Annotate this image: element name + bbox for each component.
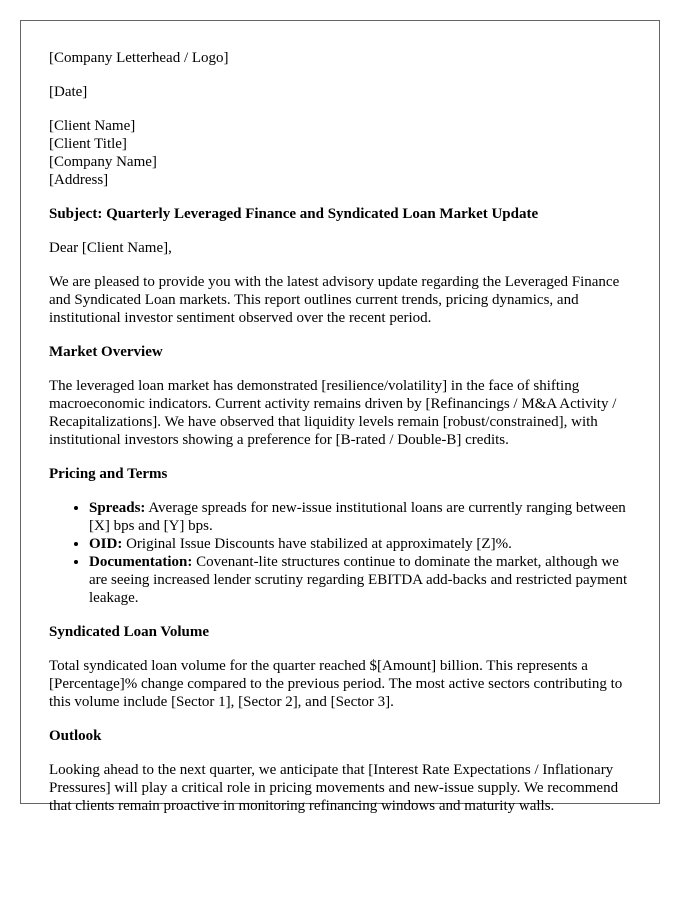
salutation: Dear [Client Name], — [49, 240, 172, 256]
recipient-title: [Client Title] — [49, 136, 127, 152]
recipient-block — [49, 117, 639, 189]
pricing-term: OID: — [89, 536, 123, 552]
letter-date: [Date] — [49, 84, 88, 100]
letter-content — [49, 49, 639, 831]
recipient-name: [Client Name] — [49, 118, 136, 134]
outlook-paragraph: Looking ahead to the next quarter, we anticipate that [Interest Rate Expectations / Inflationary Pressures] will play a critical role in pricing movements and new-issue supply. We recommend that clients remain proactive in monitoring refinancing windows and maturity walls. — [49, 762, 619, 814]
pricing-text: Average spreads for new-issue institutional loans are currently ranging between [X] bps and [Y] bps. — [89, 500, 626, 534]
intro-paragraph: We are pleased to provide you with the latest advisory update regarding the Leveraged Finance and Syndicated Loan markets. This report outlines current trends, pricing dynamics, and institutional investor sentiment observed over the recent period. — [49, 274, 620, 326]
pricing-item-spreads — [89, 499, 639, 535]
recipient-address: [Address] — [49, 172, 109, 188]
pricing-heading: Pricing and Terms — [49, 466, 168, 482]
market-overview-paragraph: The leveraged loan market has demonstrated [resilience/volatility] in the face of shifting macroeconomic indicators. Current activity remains driven by [Refinancings / M&A Activity / Recapitalizations]. We have observed that liquidity levels remain [robust/constrained], with institutional investors showing a preference for [B-rated / Double-B] credits. — [49, 378, 617, 448]
market-overview-heading: Market Overview — [49, 344, 163, 360]
outlook-heading: Outlook — [49, 728, 102, 744]
recipient-company: [Company Name] — [49, 154, 157, 170]
pricing-item-documentation — [89, 553, 639, 607]
volume-heading: Syndicated Loan Volume — [49, 624, 210, 640]
pricing-term: Documentation: — [89, 554, 193, 570]
pricing-list — [49, 499, 639, 607]
letterhead: [Company Letterhead / Logo] — [49, 50, 229, 66]
pricing-term: Spreads: — [89, 500, 146, 516]
subject-line: Subject: Quarterly Leveraged Finance and Syndicated Loan Market Update — [49, 206, 539, 222]
letter-page — [20, 20, 660, 814]
volume-paragraph: Total syndicated loan volume for the quarter reached $[Amount] billion. This represents a [Percentage]% change compared to the previous period. The most active sectors contributing to this volume include [Sector 1], [Sector 2], and [Sector 3]. — [49, 658, 623, 710]
pricing-item-oid — [89, 535, 639, 553]
pricing-text: Covenant-lite structures continue to dominate the market, although we are seeing increased lender scrutiny regarding EBITDA add-backs and restricted payment leakage. — [89, 554, 628, 606]
pricing-text: Original Issue Discounts have stabilized at approximately [Z]%. — [122, 536, 512, 552]
